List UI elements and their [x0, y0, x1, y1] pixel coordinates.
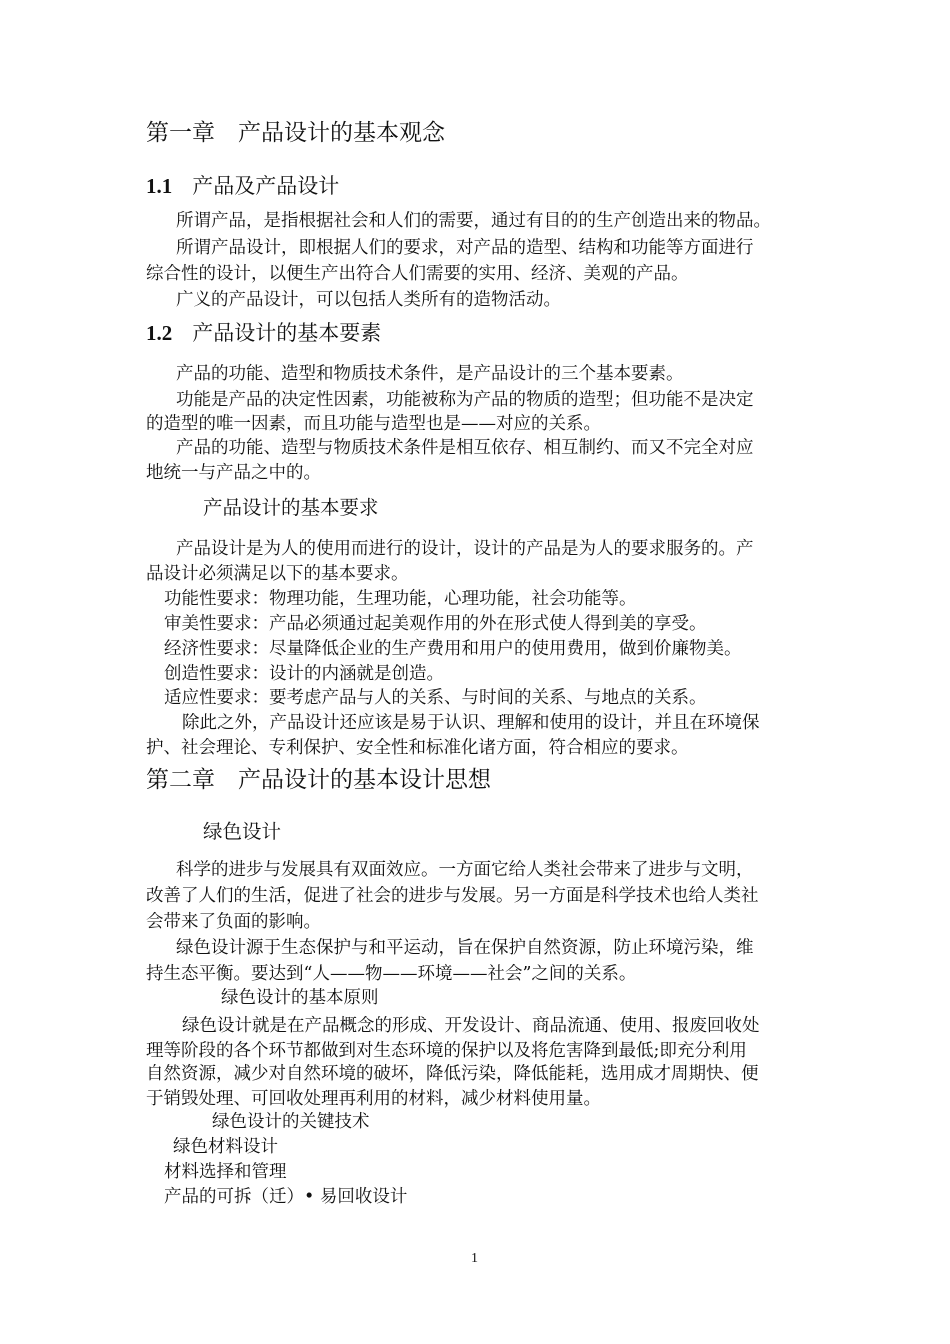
section-number: 1.1 [146, 174, 173, 198]
paragraph-line: 地统一与产品之中的。 [146, 463, 321, 483]
section-1-1-heading [146, 176, 339, 197]
chapter-2-title: 第二章 产品设计的基本设计思想 [146, 767, 491, 793]
page-number: 1 [471, 1251, 478, 1266]
requirement-line: 创造性要求：设计的内涵就是创造。 [164, 664, 444, 684]
requirement-line: 经济性要求：尽量降低企业的生产费用和用户的使用费用，做到价廉物美。 [164, 639, 742, 659]
paragraph-line: 的造型的唯一因素，而且功能与造型也是——对应的关系。 [146, 414, 601, 434]
paragraph-line: 绿色设计就是在产品概念的形成、开发设计、商品流通、使用、报废回收处 [182, 1016, 760, 1036]
section-number: 1.2 [146, 321, 173, 345]
paragraph-line: 功能是产品的决定性因素，功能被称为产品的物质的造型；但功能不是决定 [176, 390, 754, 410]
subsection-heading: 产品设计的基本要求 [203, 496, 379, 519]
paragraph-line: 绿色设计源于生态保护与和平运动，旨在保护自然资源，防止环境污染，维 [176, 938, 754, 958]
paragraph-line: 产品的功能、造型和物质技术条件，是产品设计的三个基本要素。 [176, 364, 684, 384]
paragraph-line: 改善了人们的生活，促进了社会的进步与发展。另一方面是科学技术也给人类社 [146, 886, 759, 906]
key-tech-heading: 绿色设计的关键技术 [212, 1112, 370, 1132]
paragraph-line: 广义的产品设计，可以包括人类所有的造物活动。 [176, 290, 561, 310]
section-title: 产品设计的基本要素 [192, 321, 382, 345]
list-item: 绿色材料设计 [173, 1137, 278, 1157]
paragraph-line: 于销毁处理、可回收处理再利用的材料，减少材料使用量。 [146, 1089, 601, 1109]
paragraph-line: 持生态平衡。要达到“人——物——环境——社会”之间的关系。 [146, 964, 637, 984]
paragraph-line: 会带来了负面的影响。 [146, 912, 321, 932]
list-item: 产品的可拆（迁）• 易回收设计 [164, 1187, 408, 1207]
paragraph-line: 自然资源，减少对自然环境的破坏，降低污染，降低能耗，选用成才周期快、便 [146, 1064, 759, 1084]
requirement-line: 审美性要求：产品必须通过起美观作用的外在形式使人得到美的享受。 [164, 614, 707, 634]
list-item: 材料选择和管理 [164, 1162, 287, 1182]
section-1-2-heading [146, 323, 381, 344]
chapter-1-title: 第一章 产品设计的基本观念 [146, 120, 445, 146]
principles-heading: 绿色设计的基本原则 [221, 988, 379, 1008]
subsection-heading: 绿色设计 [203, 820, 282, 843]
paragraph-line: 除此之外，产品设计还应该是易于认识、理解和使用的设计，并且在环境保 [182, 713, 760, 733]
paragraph-line: 产品的功能、造型与物质技术条件是相互依存、相互制约、而又不完全对应 [176, 438, 754, 458]
paragraph-line: 产品设计是为人的使用而进行的设计，设计的产品是为人的要求服务的。产 [176, 539, 754, 559]
requirement-line: 适应性要求：要考虑产品与人的关系、与时间的关系、与地点的关系。 [164, 688, 707, 708]
paragraph-line: 理等阶段的各个环节都做到对生态环境的保护以及将危害降到最低;即充分利用 [146, 1041, 747, 1061]
paragraph-line: 所谓产品，是指根据社会和人们的需要，通过有目的的生产创造出来的物品。 [176, 211, 771, 231]
paragraph-line: 品设计必须满足以下的基本要求。 [146, 564, 409, 584]
paragraph-line: 护、社会理论、专利保护、安全性和标准化诸方面，符合相应的要求。 [146, 738, 689, 758]
paragraph-line: 科学的进步与发展具有双面效应。一方面它给人类社会带来了进步与文明， [176, 860, 754, 880]
paragraph-line: 综合性的设计，以便生产出符合人们需要的实用、经济、美观的产品。 [146, 264, 689, 284]
requirement-line: 功能性要求：物理功能，生理功能，心理功能，社会功能等。 [164, 589, 637, 609]
paragraph-line: 所谓产品设计，即根据人们的要求，对产品的造型、结构和功能等方面进行 [176, 238, 754, 258]
section-title: 产品及产品设计 [192, 174, 340, 198]
